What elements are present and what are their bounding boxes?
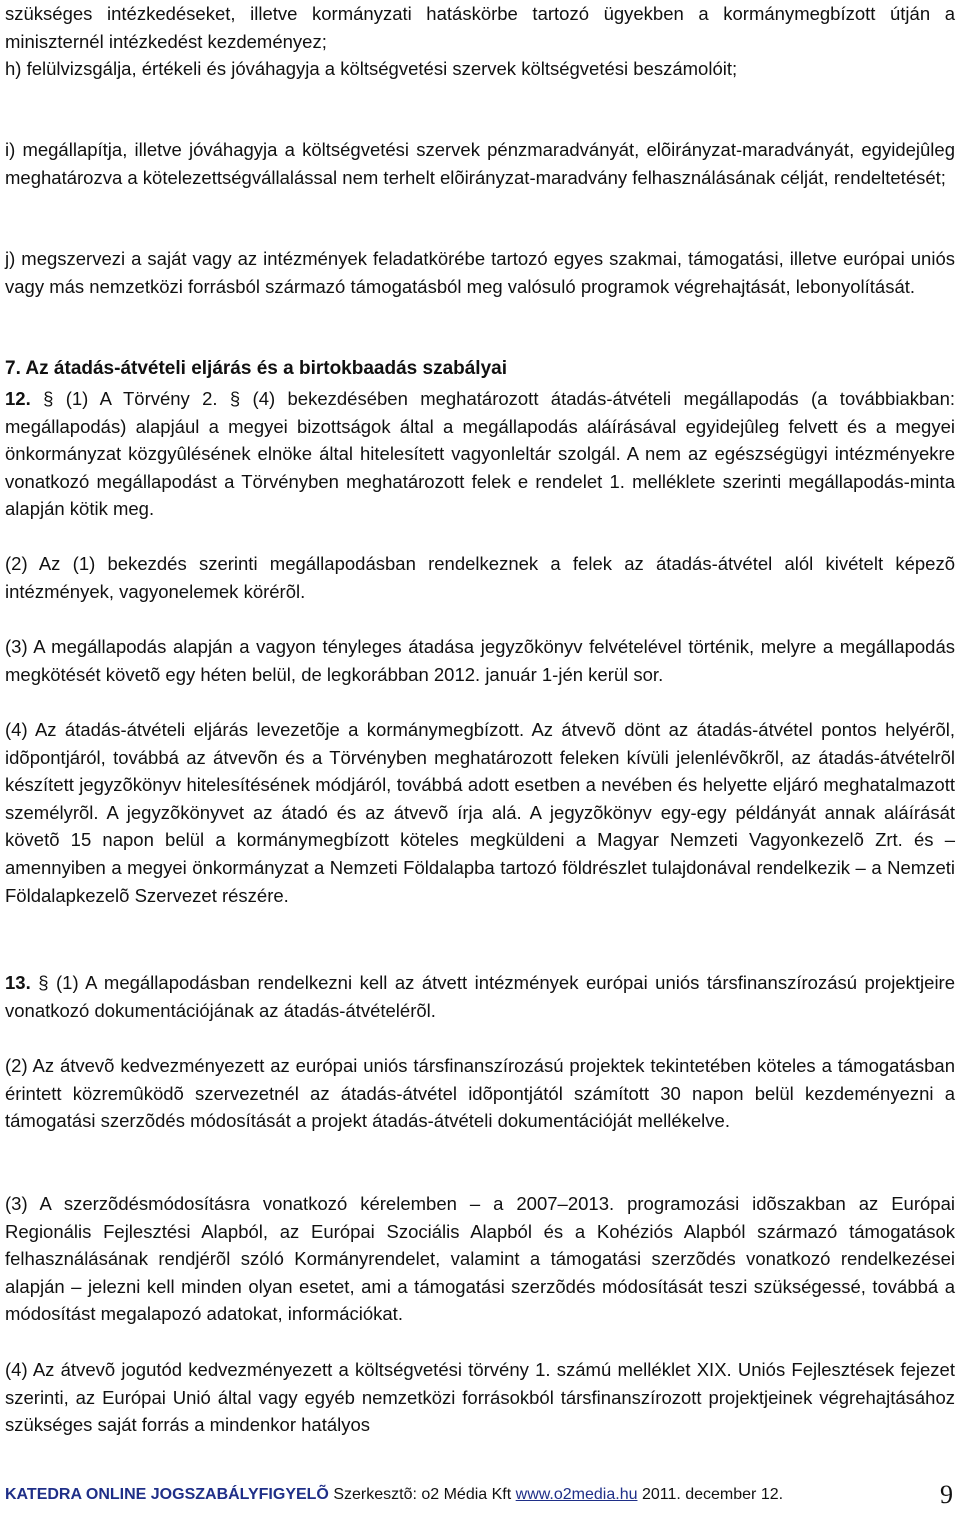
section-13-text-1: § (1) A megállapodásban rendelkezni kell az átvett intézmények európai uniós társfinanszírozású projektjeire vonatkozó dokumentációjának az átadás-átvételérõl. — [5, 972, 955, 1021]
section-13-paragraph-2: (2) Az átvevõ kedvezményezett az európai uniós társfinanszírozású projektek tekintetében köteles a támogatásban érintett közremûködõ szervezetnél az átadás-átvétel idõpontjától számított 30 napon belül kezdeményezni a támogatási szerzõdés módosítását a projekt átadás-átvételi dokumentációját mellékelve. — [5, 1055, 955, 1132]
page-number: 9 — [940, 1480, 953, 1509]
footer-date: 2011. december 12. — [641, 1486, 784, 1503]
paragraph-j: j) megszervezi a saját vagy az intézmények feladatkörébe tartozó egyes szakmai, támogatási, illetve európai uniós vagy más nemzetközi forrásból származó támogatásból meg valósuló programok végrehajtását, lebonyolítását. — [5, 248, 955, 297]
section-12-paragraph-2: (2) Az (1) bekezdés szerinti megállapodásban rendelkeznek a felek az átadás-átvétel alól kivételt képezõ intézmények, vagyonelemek körérõl. — [5, 553, 955, 602]
paragraph-i: i) megállapítja, illetve jóváhagyja a költségvetési szervek pénzmaradványát, elõirányzat-maradványát, egyidejûleg meghatározva a kötelezettségvállalással nem terhelt elõirányzat-maradvány felhasználásának célját, rendeltetését; — [5, 139, 955, 188]
section-12-paragraph-4: (4) Az átadás-átvételi eljárás levezetõje a kormánymegbízott. Az átvevõ dönt az átadás-átvétel pontos helyérõl, idõpontjáról, továbbá az átvevõn és a Törvényben meghatározott feleken kívüli jelenlévõkrõl, az átadás-átvételrõl készített jegyzõkönyv hitelesítésének módjáról, továbbá adott esetben a nevében és helyette eljáró meghatalmazott személyrõl. A jegyzõkönyvet az átadó és az átvevõ írja alá. A jegyzõkönyv egy-egy példányát annak aláírását követõ 15 napon belül a kormánymegbízott köteles megküldeni a Magyar Nemzeti Vagyonkezelõ Zrt. és – amennyiben a megyei önkormányzat a Nemzeti Földalapba tartozó földrészlet tulajdonával rendelkezik – a Nemzeti Földalapkezelõ Szervezet részére. — [5, 719, 955, 906]
section-heading: 7. Az átadás-átvételi eljárás és a birtokbaadás szabályai — [5, 358, 507, 379]
footer-editor: Szerkesztõ: o2 Média Kft — [333, 1486, 512, 1503]
section-13-paragraph-4: (4) Az átvevõ jogutód kedvezményezett a költségvetési törvény 1. számú melléklet XIX. Uniós Fejlesztések fejezet szerinti, az Európai Unió által vagy egyéb nemzetközi forrásokból társfinanszírozott projektjeinek végrehajtásához szükséges saját forrás a mindenkor hatályos — [5, 1359, 955, 1436]
section-12-paragraph-1 — [5, 385, 955, 523]
section-12-number: 12. — [5, 388, 31, 409]
paragraph-continuation: szükséges intézkedéseket, illetve kormányzati hatáskörbe tartozó ügyekben a kormánymegbízott útján a miniszternél intézkedést kezdeményez; — [5, 3, 955, 52]
section-13-paragraph-1 — [5, 969, 955, 1024]
footer-url-link[interactable]: www.o2media.hu — [515, 1486, 638, 1503]
paragraph-h: h) felülvizsgálja, értékeli és jóváhagyja a költségvetési szervek költségvetési beszámolóit; — [5, 58, 738, 79]
footer-brand: KATEDRA ONLINE JOGSZABÁLYFIGYELÕ — [5, 1486, 329, 1503]
section-13-paragraph-3: (3) A szerzõdésmódosításra vonatkozó kérelemben – a 2007–2013. programozási idõszakban az Európai Regionális Fejlesztési Alapból, az Európai Szociális Alapból és a Kohéziós Alapból származó támogatások felhasználásának rendjérõl szóló Kormányrendelet, valamint a támogatási szerzõdés vonatkozó rendelkezései alapján – jelezni kell minden olyan esetet, ami a támogatási szerzõdés módosítását teszi szükségessé, továbbá a módosítást megalapozó adatokat, információkat. — [5, 1193, 955, 1325]
page-footer — [5, 1480, 955, 1509]
section-12-paragraph-3: (3) A megállapodás alapján a vagyon tényleges átadása jegyzõkönyv felvételével történik, melyre a megállapodás megkötését követõ egy héten belül, de legkorábban 2012. január 1-jén kerül sor. — [5, 636, 955, 685]
section-13-number: 13. — [5, 972, 31, 993]
section-12-text-1: § (1) A Törvény 2. § (4) bekezdésében meghatározott átadás-átvételi megállapodás (a továbbiakban: megállapodás) alapjául a megyei bizottságok által a megállapodás aláírásával egyidejûleg felvett és a megyei önkormányzat közgyûlésének elnöke által hitelesített vagyonleltár szolgál. A nem az egészségügyi intézményekre vonatkozó megállapodást a Törvényben meghatározott felek e rendelet 1. melléklete szerinti megállapodás-minta alapján kötik meg. — [5, 388, 956, 520]
